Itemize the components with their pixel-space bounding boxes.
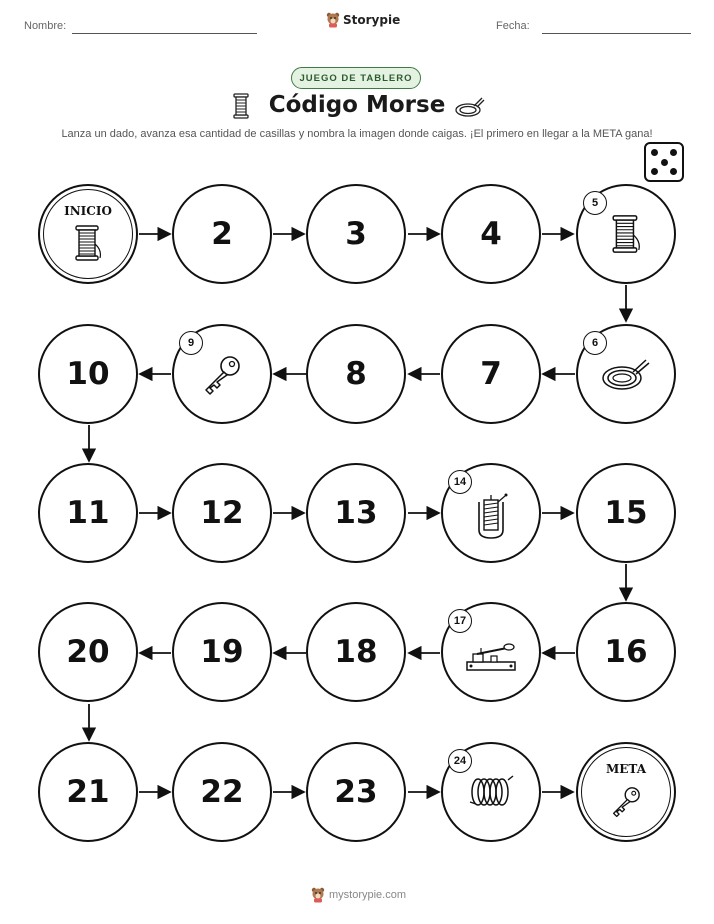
board-cell-4[interactable] <box>441 184 541 284</box>
board-cell-13[interactable] <box>306 463 406 563</box>
telegraph-key-icon <box>463 638 519 674</box>
board-cell-16[interactable] <box>576 602 676 702</box>
board-cell-start[interactable] <box>38 184 138 284</box>
footer-url[interactable]: mystorypie.com <box>329 889 407 901</box>
footer <box>311 887 406 903</box>
cell-number: 11 <box>66 495 110 531</box>
cell-number: 15 <box>604 495 648 531</box>
thread-spool-icon <box>610 212 642 256</box>
board-cell-finish[interactable] <box>576 742 676 842</box>
board-cell-19[interactable] <box>172 602 272 702</box>
key-icon <box>200 352 244 396</box>
instructions-text: Lanza un dado, avanza esa cantidad de casillas y nombra la imagen donde caigas. ¡El primero en llegar a la META gana! <box>61 128 653 140</box>
cell-number-badge: 17 <box>448 609 472 633</box>
cell-number-badge: 24 <box>448 749 472 773</box>
game-type-badge: JUEGO DE TABLERO <box>291 67 421 89</box>
board-cell-3[interactable] <box>306 184 406 284</box>
board-cell-7[interactable] <box>441 324 541 424</box>
board-cell-17[interactable] <box>441 602 541 702</box>
board-cell-14[interactable] <box>441 463 541 563</box>
cell-number-badge: 6 <box>583 331 607 355</box>
key-icon <box>609 784 643 818</box>
wire-coil-icon <box>466 772 516 812</box>
board-cell-20[interactable] <box>38 602 138 702</box>
brand-name: Storypie <box>343 13 401 27</box>
cell-number: 10 <box>66 356 110 392</box>
bear-mascot-icon <box>311 887 325 903</box>
board-cell-8[interactable] <box>306 324 406 424</box>
cell-number: 4 <box>480 216 502 252</box>
cell-number: 3 <box>345 216 367 252</box>
board-cell-5[interactable] <box>576 184 676 284</box>
cable-coil-icon <box>600 354 652 394</box>
cell-number: 18 <box>334 634 378 670</box>
board-cell-2[interactable] <box>172 184 272 284</box>
cell-number: 23 <box>334 774 378 810</box>
board-cell-21[interactable] <box>38 742 138 842</box>
board-cell-22[interactable] <box>172 742 272 842</box>
cell-number: 21 <box>66 774 110 810</box>
name-label: Nombre: <box>24 20 67 32</box>
start-label: INICIO <box>64 204 112 218</box>
date-label: Fecha: <box>496 20 530 32</box>
board-cell-15[interactable] <box>576 463 676 563</box>
board-cell-18[interactable] <box>306 602 406 702</box>
cell-number: 22 <box>200 774 244 810</box>
thread-spool-icon <box>73 224 103 262</box>
cell-number: 12 <box>200 495 244 531</box>
cell-number: 16 <box>604 634 648 670</box>
board-cell-10[interactable] <box>38 324 138 424</box>
board-cell-6[interactable] <box>576 324 676 424</box>
cell-number: 19 <box>200 634 244 670</box>
cell-number: 8 <box>345 356 367 392</box>
cell-number: 7 <box>480 356 502 392</box>
cell-number-badge: 14 <box>448 470 472 494</box>
page-title: Código Morse <box>268 92 446 118</box>
finish-label: META <box>605 762 646 776</box>
cell-number-badge: 9 <box>179 331 203 355</box>
cell-number: 2 <box>211 216 233 252</box>
cell-number-badge: 5 <box>583 191 607 215</box>
board-cell-12[interactable] <box>172 463 272 563</box>
board-cell-11[interactable] <box>38 463 138 563</box>
board-cell-24[interactable] <box>441 742 541 842</box>
board-cell-23[interactable] <box>306 742 406 842</box>
cell-number: 20 <box>66 634 110 670</box>
electromagnet-icon <box>471 492 511 542</box>
cell-number: 13 <box>334 495 378 531</box>
board-cell-9[interactable] <box>172 324 272 424</box>
